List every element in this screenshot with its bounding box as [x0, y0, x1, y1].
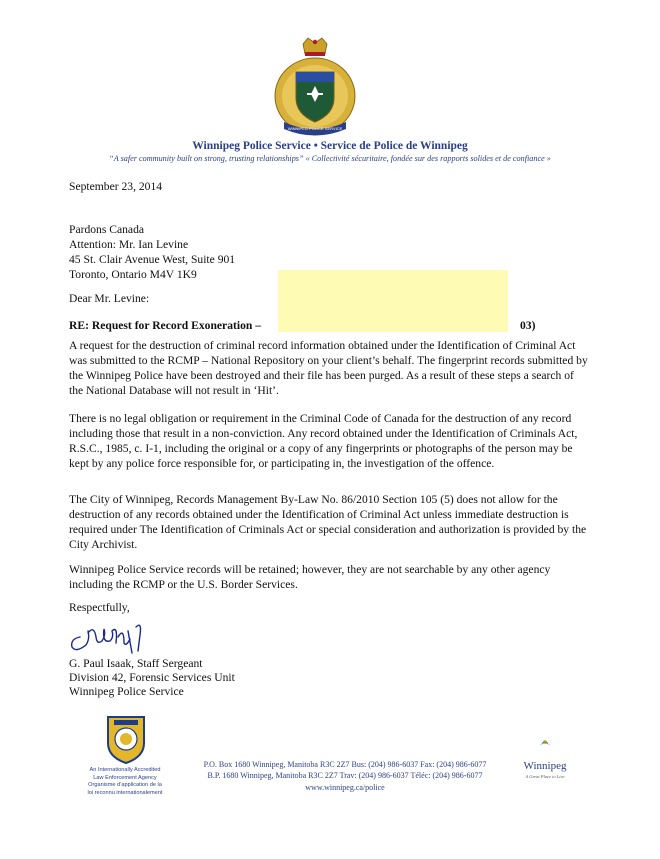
- police-crest-icon: [270, 36, 360, 138]
- recipient-line: Toronto, Ontario M4V 1K9: [69, 268, 197, 281]
- recipient-line: 45 St. Clair Avenue West, Suite 901: [69, 253, 236, 266]
- city-logo-icon: [515, 738, 575, 760]
- org-name: Winnipeg Police Service • Service de Police de Winnipeg: [192, 140, 468, 152]
- signer-block: [69, 656, 589, 698]
- subject-text: RE: Request for Record Exoneration –: [69, 319, 262, 332]
- subject-tail: 03): [520, 319, 536, 332]
- recipient-line: Attention: Mr. Ian Levine: [69, 238, 189, 251]
- city-logo-tagline: A Great Place to Live: [525, 774, 565, 779]
- org-motto: “A safer community built on strong, trusting relationships” « Collectivité sécuritaire, fondée sur des rapports solides et de confiance »: [109, 154, 551, 163]
- greeting: Dear Mr. Levine:: [69, 292, 150, 305]
- body-paragraph: Winnipeg Police Service records will be retained; however, they are not searchable by any other agency including the RCMP or the U.S. Border Services.: [69, 563, 551, 591]
- redaction-box: [278, 270, 508, 332]
- body-paragraph: A request for the destruction of criminal record information obtained under the Identification of Criminal Act was submitted to the RCMP – National Repository on your client’s behalf. The fingerprint records submitted by the Winnipeg Police have been destroyed and their file has been purged. As a result of these steps a search of the National Database will not result in ‘Hit’.: [69, 339, 588, 397]
- accreditation-line: Law Enforcement Agency: [93, 774, 157, 781]
- accreditation-line: An Internationally Accredited: [89, 767, 161, 773]
- handwritten-signature: [66, 617, 166, 655]
- body-paragraph: There is no legal obligation or requirement in the Criminal Code of Canada for the destruction of any record including those that result in a non-conviction. Any record obtained under the Identification of Criminals Act, R.S.C., 1985, c. I-1, including the original or a copy of any fingerprints or photographs of the person may be kept by any police force responsible for, or participating in, the investigation of the offence.: [69, 412, 578, 470]
- letter-date: September 23, 2014: [69, 180, 163, 193]
- contact-line-en: P.O. Box 1680 Winnipeg, Manitoba R3C 2Z7 Bus: (204) 986-6037 Fax: (204) 986-6077: [203, 760, 487, 769]
- website-link[interactable]: www.winnipeg.ca/police: [305, 783, 385, 792]
- accreditation-line: loi reconnu internationalement: [87, 789, 163, 796]
- city-logo-text: Winnipeg: [523, 760, 567, 772]
- signer-line: Division 42, Forensic Services Unit: [69, 671, 235, 684]
- recipient-line: Pardons Canada: [69, 223, 145, 236]
- crest-lettering: WINNIPEG POLICE SERVICE: [287, 126, 343, 131]
- accreditation-seal-icon: [104, 713, 148, 765]
- signer-line: G. Paul Isaak, Staff Sergeant: [69, 657, 203, 670]
- accreditation-line: Organisme d’application de la: [88, 782, 162, 788]
- signer-line: Winnipeg Police Service: [69, 685, 184, 698]
- closing: Respectfully,: [69, 601, 130, 614]
- contact-line-fr: B.P. 1680 Winnipeg, Manitoba R3C 2Z7 Trav: (204) 986-6037 Téléc: (204) 986-6077: [207, 771, 483, 780]
- body-paragraph: The City of Winnipeg, Records Management By-Law No. 86/2010 Section 105 (5) does not allow for the destruction of any records obtained under the Identification of Criminal Act unless immediate destruction is required under The Identification of Criminals Act or special consideration and authorization is provided by the City Archivist.: [69, 493, 587, 551]
